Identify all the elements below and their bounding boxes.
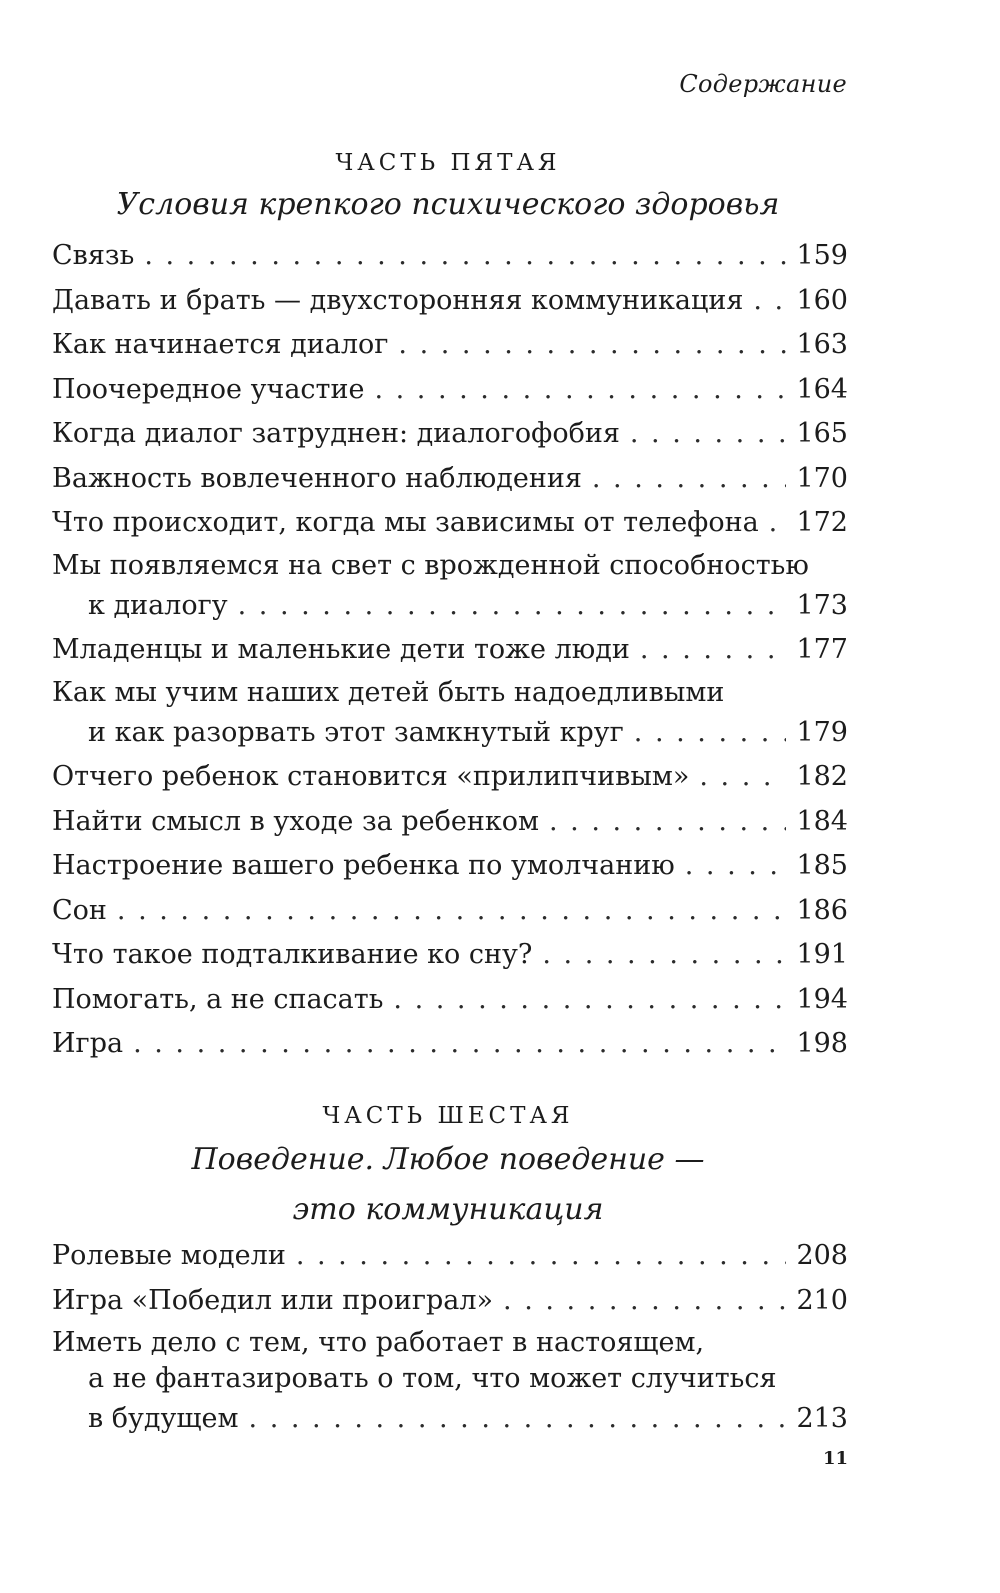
page-number: 210 bbox=[796, 1284, 848, 1316]
entry-title: Игра bbox=[52, 1028, 124, 1059]
entry-title: Связь bbox=[52, 240, 135, 271]
dot-leader bbox=[144, 234, 786, 279]
dot-leader bbox=[592, 457, 787, 502]
entry-title: Сон bbox=[52, 894, 107, 926]
entry-title: Что такое подталкивание ко сну? bbox=[52, 939, 533, 970]
dot-leader bbox=[549, 800, 786, 845]
dot-leader bbox=[398, 323, 786, 368]
page-number: 191 bbox=[796, 939, 848, 970]
entry-title: Как начинается диалог bbox=[52, 329, 389, 360]
dot-leader bbox=[634, 711, 787, 756]
entry-title: Важность вовлеченного наблюдения bbox=[52, 462, 582, 494]
entry-title: Настроение вашего ребенка по умолчанию bbox=[52, 850, 675, 881]
toc-entry[interactable] bbox=[52, 1022, 848, 1067]
dot-leader bbox=[296, 1234, 787, 1279]
dot-leader bbox=[133, 1022, 786, 1067]
toc-entry[interactable] bbox=[52, 1234, 848, 1279]
part-five-label: ЧАСТЬ ПЯТАЯ bbox=[335, 150, 561, 176]
toc-entry[interactable] bbox=[52, 546, 848, 629]
page-number: 173 bbox=[796, 589, 848, 621]
toc-entry[interactable] bbox=[52, 800, 848, 845]
page-number: 185 bbox=[796, 850, 848, 881]
part-five-title bbox=[0, 180, 896, 230]
entry-title-continuation: к диалогу bbox=[88, 589, 228, 621]
page-number: 186 bbox=[796, 894, 848, 926]
entry-title-line: Как мы учим наших детей быть надоедливыми bbox=[52, 676, 725, 708]
dot-leader bbox=[503, 1279, 786, 1324]
dot-leader bbox=[685, 844, 787, 889]
page-number: 184 bbox=[796, 805, 848, 837]
entry-title-line: Мы появляемся на свет с врожденной способностью bbox=[52, 549, 809, 581]
page-number: 163 bbox=[796, 329, 848, 360]
entry-title: Давать и брать — двухсторонняя коммуникация bbox=[52, 284, 744, 316]
dot-leader bbox=[117, 889, 787, 934]
page-number: 159 bbox=[796, 240, 848, 271]
entry-title: Поочередное участие bbox=[52, 373, 365, 405]
entry-title: Младенцы и маленькие дети тоже люди bbox=[52, 634, 630, 665]
page-number: 198 bbox=[796, 1028, 848, 1059]
entry-title-line: а не фантазировать о том, что может случиться bbox=[88, 1363, 777, 1394]
page-number: 170 bbox=[796, 462, 848, 494]
toc-entry[interactable] bbox=[52, 933, 848, 978]
dot-leader bbox=[542, 933, 786, 978]
part-six-label: ЧАСТЬ ШЕСТАЯ bbox=[322, 1103, 574, 1129]
page-number: 172 bbox=[796, 507, 848, 538]
dot-leader bbox=[249, 1397, 787, 1442]
page-number: 213 bbox=[796, 1403, 848, 1434]
dot-leader bbox=[640, 628, 787, 673]
entry-title-continuation: в будущем bbox=[88, 1403, 239, 1434]
page-number: 208 bbox=[796, 1240, 848, 1271]
page-number-footer: 11 bbox=[822, 1448, 848, 1469]
toc-entry[interactable] bbox=[52, 412, 848, 457]
dot-leader bbox=[630, 412, 787, 457]
page-number: 179 bbox=[796, 716, 848, 748]
dot-leader bbox=[769, 501, 787, 546]
toc-entry[interactable] bbox=[52, 234, 848, 279]
entry-title: Ролевые модели bbox=[52, 1240, 286, 1271]
page-number: 165 bbox=[796, 418, 848, 449]
toc-entry[interactable] bbox=[52, 279, 848, 324]
toc-part-five bbox=[52, 234, 848, 1067]
entry-title: Когда диалог затруднен: диалогофобия bbox=[52, 418, 620, 449]
part-title-line: это коммуникация bbox=[292, 1192, 604, 1227]
toc-entry[interactable] bbox=[52, 755, 848, 800]
dot-leader bbox=[238, 584, 787, 629]
part-six-title bbox=[0, 1135, 896, 1235]
page-number: 194 bbox=[796, 983, 848, 1015]
toc-entry[interactable] bbox=[52, 889, 848, 934]
toc-entry[interactable] bbox=[52, 1323, 848, 1442]
toc-entry[interactable] bbox=[52, 457, 848, 502]
page-number: 160 bbox=[796, 284, 848, 316]
entry-title: Помогать, а не спасать bbox=[52, 983, 384, 1015]
toc-entry[interactable] bbox=[52, 978, 848, 1023]
dot-leader bbox=[393, 978, 786, 1023]
page-number: 164 bbox=[796, 373, 848, 405]
toc-entry[interactable] bbox=[52, 844, 848, 889]
dot-leader bbox=[753, 279, 786, 324]
entry-title: Найти смысл в уходе за ребенком bbox=[52, 805, 539, 837]
toc-entry[interactable] bbox=[52, 368, 848, 413]
toc-entry[interactable] bbox=[52, 673, 848, 756]
dot-leader bbox=[374, 368, 786, 413]
entry-title: Что происходит, когда мы зависимы от телефона bbox=[52, 507, 759, 538]
toc-entry[interactable] bbox=[52, 323, 848, 368]
page-number: 182 bbox=[796, 761, 848, 792]
entry-title-continuation: и как разорвать этот замкнутый круг bbox=[88, 716, 624, 748]
toc-entry[interactable] bbox=[52, 501, 848, 546]
entry-title-line: Иметь дело с тем, что работает в настоящем, bbox=[52, 1327, 705, 1358]
dot-leader bbox=[699, 755, 786, 800]
part-title-line: Поведение. Любое поведение — bbox=[191, 1142, 705, 1177]
toc-part-six bbox=[52, 1234, 848, 1442]
part-title-line: Условия крепкого психического здоровья bbox=[116, 187, 780, 222]
entry-title: Отчего ребенок становится «прилипчивым» bbox=[52, 761, 690, 792]
running-head: Содержание bbox=[679, 70, 847, 98]
toc-entry[interactable] bbox=[52, 1279, 848, 1324]
toc-entry[interactable] bbox=[52, 628, 848, 673]
entry-title: Игра «Победил или проиграл» bbox=[52, 1284, 494, 1316]
page-number: 177 bbox=[796, 634, 848, 665]
